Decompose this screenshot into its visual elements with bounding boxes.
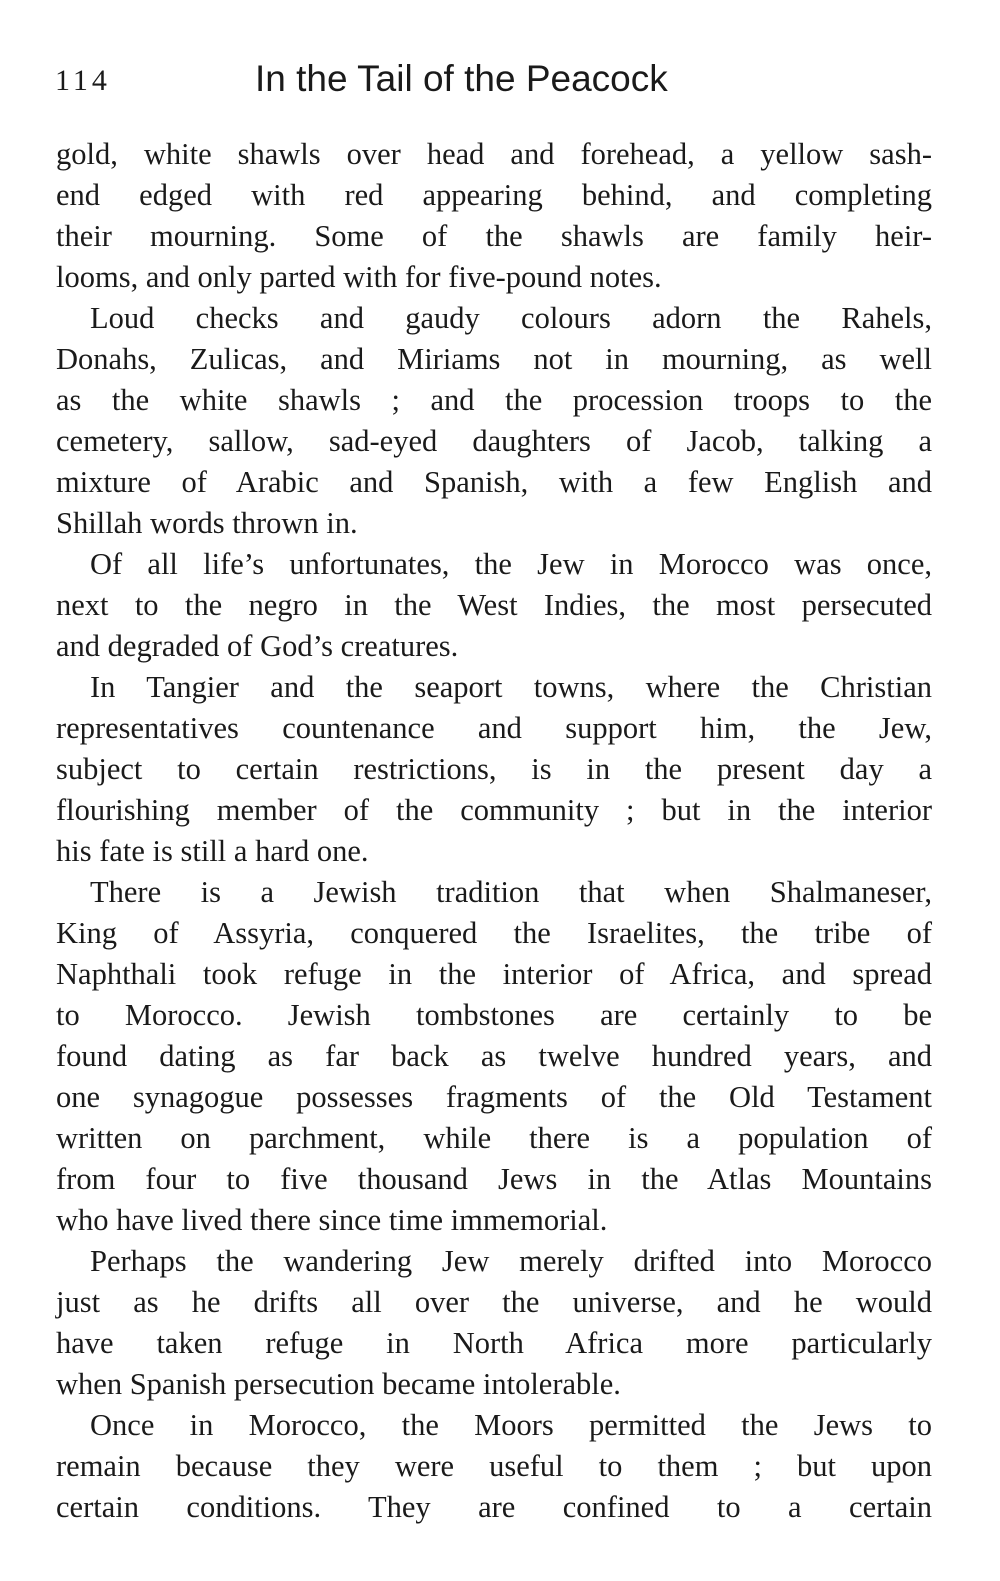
running-title: In the Tail of the Peacock bbox=[255, 58, 668, 99]
text-line: have taken refuge in North Africa more particularly bbox=[56, 1326, 932, 1360]
paragraph bbox=[56, 544, 932, 667]
body-text bbox=[56, 134, 932, 1528]
text-line: subject to certain restrictions, is in the present day a bbox=[56, 752, 932, 786]
paragraph bbox=[56, 1241, 932, 1405]
text-line: their mourning. Some of the shawls are family heir- bbox=[56, 219, 932, 253]
text-line: Once in Morocco, the Moors permitted the Jews to bbox=[90, 1408, 932, 1442]
paragraph bbox=[56, 1405, 932, 1528]
text-line: Of all life’s unfortunates, the Jew in Morocco was once, bbox=[90, 547, 932, 581]
text-line: cemetery, sallow, sad-eyed daughters of Jacob, talking a bbox=[56, 424, 932, 458]
text-line: as the white shawls ; and the procession troops to the bbox=[56, 383, 932, 417]
text-line: from four to five thousand Jews in the Atlas Mountains bbox=[56, 1162, 932, 1196]
text-line: gold, white shawls over head and forehead, a yellow sash- bbox=[56, 137, 932, 171]
text-line: looms, and only parted with for five-pound notes. bbox=[56, 260, 662, 294]
text-line: just as he drifts all over the universe, and he would bbox=[56, 1285, 932, 1319]
text-line: one synagogue possesses fragments of the Old Testament bbox=[56, 1080, 932, 1114]
text-line: end edged with red appearing behind, and completing bbox=[56, 178, 932, 212]
text-line: and degraded of God’s creatures. bbox=[56, 629, 459, 663]
text-line: King of Assyria, conquered the Israelites, the tribe of bbox=[56, 916, 932, 950]
text-line: Loud checks and gaudy colours adorn the Rahels, bbox=[90, 301, 932, 335]
text-line: when Spanish persecution became intolerable. bbox=[56, 1367, 621, 1401]
text-line: mixture of Arabic and Spanish, with a few English and bbox=[56, 465, 932, 499]
page-header bbox=[55, 58, 935, 108]
text-line: next to the negro in the West Indies, the most persecuted bbox=[56, 588, 932, 622]
text-line: who have lived there since time immemorial. bbox=[56, 1203, 608, 1237]
text-line: found dating as far back as twelve hundred years, and bbox=[56, 1039, 932, 1073]
text-line: Naphthali took refuge in the interior of Africa, and spread bbox=[56, 957, 932, 991]
paragraph bbox=[56, 298, 932, 544]
text-line: Perhaps the wandering Jew merely drifted into Morocco bbox=[90, 1244, 932, 1278]
text-line: remain because they were useful to them ; but upon bbox=[56, 1449, 932, 1483]
paragraph bbox=[56, 872, 932, 1241]
text-line: written on parchment, while there is a population of bbox=[56, 1121, 932, 1155]
page-number: 114 bbox=[55, 64, 111, 97]
text-line: representatives countenance and support him, the Jew, bbox=[56, 711, 932, 745]
text-line: flourishing member of the community ; but in the interior bbox=[56, 793, 932, 827]
text-line: to Morocco. Jewish tombstones are certainly to be bbox=[56, 998, 932, 1032]
text-line: There is a Jewish tradition that when Shalmaneser, bbox=[90, 875, 932, 909]
text-line: Shillah words thrown in. bbox=[56, 506, 358, 540]
text-line: his fate is still a hard one. bbox=[56, 834, 369, 868]
paragraph bbox=[56, 134, 932, 298]
text-line: In Tangier and the seaport towns, where the Christian bbox=[90, 670, 932, 704]
paragraph bbox=[56, 667, 932, 872]
text-line: Donahs, Zulicas, and Miriams not in mourning, as well bbox=[56, 342, 932, 376]
text-line: certain conditions. They are confined to a certain bbox=[56, 1490, 932, 1524]
